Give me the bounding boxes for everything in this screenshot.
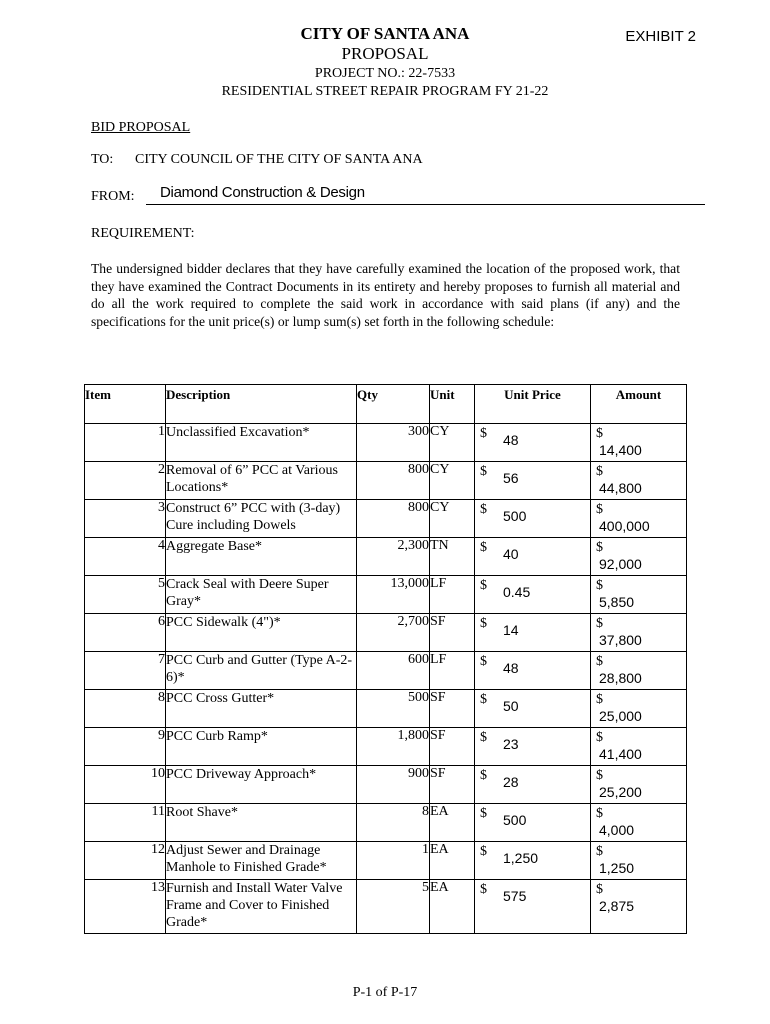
- row-unit: EA: [430, 804, 475, 842]
- table-body: [85, 424, 687, 934]
- currency-symbol: $: [480, 578, 487, 593]
- row-description: PCC Sidewalk (4")*: [166, 614, 357, 652]
- row-amount-cell[interactable]: [591, 766, 687, 804]
- row-description: Crack Seal with Deere Super Gray*: [166, 576, 357, 614]
- from-underline: [146, 204, 705, 205]
- page-number: P-1 of P-17: [352, 985, 418, 1000]
- row-unit-price: 50: [503, 698, 519, 714]
- row-item-number: 6: [85, 614, 166, 652]
- bid-proposal-heading: BID PROPOSAL: [91, 120, 191, 135]
- row-amount: 1,250: [599, 860, 635, 876]
- table-row: [85, 728, 687, 766]
- row-item-number: 11: [85, 804, 166, 842]
- row-amount-cell[interactable]: [591, 728, 687, 766]
- row-amount-cell[interactable]: [591, 462, 687, 500]
- row-qty: 900: [357, 766, 430, 804]
- table-row: [85, 880, 687, 934]
- row-description: Unclassified Excavation*: [166, 424, 357, 462]
- row-qty: 8: [357, 804, 430, 842]
- row-item-number: 8: [85, 690, 166, 728]
- row-unit: SF: [430, 766, 475, 804]
- currency-symbol: $: [480, 464, 487, 479]
- row-amount-cell[interactable]: [591, 576, 687, 614]
- table-row: [85, 614, 687, 652]
- row-description: PCC Cross Gutter*: [166, 690, 357, 728]
- row-unit-price: 48: [503, 432, 519, 448]
- bid-schedule-table: [84, 384, 687, 934]
- row-amount: 4,000: [599, 822, 635, 838]
- row-item-number: 10: [85, 766, 166, 804]
- row-amount-cell[interactable]: [591, 652, 687, 690]
- row-qty: 300: [357, 424, 430, 462]
- row-amount-cell[interactable]: [591, 614, 687, 652]
- row-unit-price-cell[interactable]: [475, 614, 591, 652]
- row-unit-price-cell[interactable]: [475, 424, 591, 462]
- row-description: Aggregate Base*: [166, 538, 357, 576]
- header-unit-price: Unit Price: [475, 385, 591, 424]
- table-row: [85, 766, 687, 804]
- row-unit: EA: [430, 842, 475, 880]
- currency-symbol: $: [480, 426, 487, 441]
- row-unit-price: 56: [503, 470, 519, 486]
- table-row: [85, 424, 687, 462]
- row-amount-cell[interactable]: [591, 500, 687, 538]
- row-description: PCC Curb Ramp*: [166, 728, 357, 766]
- row-item-number: 5: [85, 576, 166, 614]
- currency-symbol: $: [480, 692, 487, 707]
- currency-symbol: $: [480, 730, 487, 745]
- row-description: Construct 6” PCC with (3-day) Cure including Dowels: [166, 500, 357, 538]
- currency-symbol: $: [480, 768, 487, 783]
- currency-symbol: $: [480, 654, 487, 669]
- row-unit-price: 23: [503, 736, 519, 752]
- row-unit: CY: [430, 462, 475, 500]
- from-value[interactable]: Diamond Construction & Design: [160, 184, 365, 201]
- row-unit-price-cell[interactable]: [475, 804, 591, 842]
- currency-symbol: $: [596, 540, 603, 555]
- row-unit-price: 28: [503, 774, 519, 790]
- row-amount: 25,000: [599, 708, 642, 724]
- row-qty: 800: [357, 462, 430, 500]
- document-subtitle: PROPOSAL: [341, 44, 429, 63]
- row-amount: 44,800: [599, 480, 642, 496]
- currency-symbol: $: [596, 464, 603, 479]
- currency-symbol: $: [596, 654, 603, 669]
- table-row: [85, 500, 687, 538]
- row-unit-price: 500: [503, 508, 527, 524]
- row-amount-cell[interactable]: [591, 538, 687, 576]
- row-qty: 2,700: [357, 614, 430, 652]
- document-title: CITY OF SANTA ANA: [300, 24, 470, 43]
- currency-symbol: $: [596, 768, 603, 783]
- row-description: PCC Driveway Approach*: [166, 766, 357, 804]
- currency-symbol: $: [596, 578, 603, 593]
- currency-symbol: $: [596, 730, 603, 745]
- row-unit-price: 1,250: [503, 850, 539, 866]
- row-unit-price: 575: [503, 888, 527, 904]
- row-amount-cell[interactable]: [591, 880, 687, 934]
- row-unit-price: 500: [503, 812, 527, 828]
- currency-symbol: $: [480, 844, 487, 859]
- to-value: CITY COUNCIL OF THE CITY OF SANTA ANA: [135, 152, 423, 167]
- row-unit-price: 0.45: [503, 584, 531, 600]
- header-unit: Unit: [430, 385, 475, 424]
- currency-symbol: $: [596, 616, 603, 631]
- row-item-number: 3: [85, 500, 166, 538]
- row-amount-cell[interactable]: [591, 842, 687, 880]
- row-unit-price-cell[interactable]: [475, 462, 591, 500]
- table-header-row: [85, 385, 687, 424]
- currency-symbol: $: [596, 882, 603, 897]
- project-number: PROJECT NO.: 22-7533: [314, 66, 456, 81]
- row-amount-cell[interactable]: [591, 424, 687, 462]
- row-unit-price-cell[interactable]: [475, 500, 591, 538]
- row-qty: 600: [357, 652, 430, 690]
- row-item-number: 9: [85, 728, 166, 766]
- row-unit: SF: [430, 690, 475, 728]
- row-unit: LF: [430, 652, 475, 690]
- row-amount-cell[interactable]: [591, 690, 687, 728]
- row-description: Furnish and Install Water Valve Frame and Cover to Finished Grade*: [166, 880, 357, 934]
- row-description: Adjust Sewer and Drainage Manhole to Finished Grade*: [166, 842, 357, 880]
- row-description: Removal of 6” PCC at Various Locations*: [166, 462, 357, 500]
- requirement-heading: REQUIREMENT:: [91, 226, 195, 241]
- header-amount: Amount: [591, 385, 687, 424]
- row-amount: 37,800: [599, 632, 642, 648]
- exhibit-label: EXHIBIT 2: [625, 28, 696, 45]
- row-item-number: 12: [85, 842, 166, 880]
- currency-symbol: $: [480, 882, 487, 897]
- row-qty: 1: [357, 842, 430, 880]
- currency-symbol: $: [596, 426, 603, 441]
- row-unit: LF: [430, 576, 475, 614]
- row-qty: 1,800: [357, 728, 430, 766]
- currency-symbol: $: [596, 692, 603, 707]
- currency-symbol: $: [480, 616, 487, 631]
- program-name: RESIDENTIAL STREET REPAIR PROGRAM FY 21-22: [221, 84, 549, 99]
- row-qty: 500: [357, 690, 430, 728]
- to-label: TO:: [91, 152, 114, 167]
- row-amount-cell[interactable]: [591, 804, 687, 842]
- row-unit-price: 40: [503, 546, 519, 562]
- row-unit-price: 48: [503, 660, 519, 676]
- currency-symbol: $: [596, 502, 603, 517]
- row-unit: CY: [430, 500, 475, 538]
- row-amount: 28,800: [599, 670, 642, 686]
- table-row: [85, 538, 687, 576]
- currency-symbol: $: [480, 540, 487, 555]
- row-unit-price-cell[interactable]: [475, 766, 591, 804]
- row-unit: SF: [430, 728, 475, 766]
- header-qty: Qty: [357, 385, 430, 424]
- from-label: FROM:: [91, 189, 135, 204]
- currency-symbol: $: [480, 502, 487, 517]
- row-description: Root Shave*: [166, 804, 357, 842]
- table-row: [85, 690, 687, 728]
- row-qty: 5: [357, 880, 430, 934]
- row-amount: 5,850: [599, 594, 635, 610]
- row-amount: 25,200: [599, 784, 642, 800]
- row-unit-price-cell[interactable]: [475, 576, 591, 614]
- row-unit-price: 14: [503, 622, 519, 638]
- row-amount: 14,400: [599, 442, 642, 458]
- currency-symbol: $: [596, 844, 603, 859]
- row-amount: 2,875: [599, 898, 635, 914]
- row-amount: 41,400: [599, 746, 642, 762]
- table-row: [85, 576, 687, 614]
- row-item-number: 7: [85, 652, 166, 690]
- row-amount: 92,000: [599, 556, 642, 572]
- row-item-number: 1: [85, 424, 166, 462]
- row-unit-price-cell[interactable]: [475, 652, 591, 690]
- row-unit-price-cell[interactable]: [475, 880, 591, 934]
- table-row: [85, 652, 687, 690]
- table-row: [85, 804, 687, 842]
- row-item-number: 2: [85, 462, 166, 500]
- row-unit-price-cell[interactable]: [475, 842, 591, 880]
- table-row: [85, 462, 687, 500]
- row-qty: 800: [357, 500, 430, 538]
- row-description: PCC Curb and Gutter (Type A-2-6)*: [166, 652, 357, 690]
- header-item: Item: [85, 385, 166, 424]
- row-unit: SF: [430, 614, 475, 652]
- row-qty: 13,000: [357, 576, 430, 614]
- row-unit: TN: [430, 538, 475, 576]
- header-description: Description: [166, 385, 357, 424]
- row-qty: 2,300: [357, 538, 430, 576]
- row-unit: CY: [430, 424, 475, 462]
- table-row: [85, 842, 687, 880]
- row-amount: 400,000: [599, 518, 650, 534]
- row-item-number: 4: [85, 538, 166, 576]
- row-unit-price-cell[interactable]: [475, 728, 591, 766]
- row-unit: EA: [430, 880, 475, 934]
- requirement-paragraph: The undersigned bidder declares that they have carefully examined the location of the proposed work, that they have examined the Contract Documents in its entirety and hereby proposes to furnish all material and do all the work required to complete the said work in accordance with said plans (if any) and the specifications for the unit price(s) or lump sum(s) set forth in the following schedule:: [91, 261, 680, 329]
- row-item-number: 13: [85, 880, 166, 934]
- row-unit-price-cell[interactable]: [475, 538, 591, 576]
- currency-symbol: $: [480, 806, 487, 821]
- currency-symbol: $: [596, 806, 603, 821]
- row-unit-price-cell[interactable]: [475, 690, 591, 728]
